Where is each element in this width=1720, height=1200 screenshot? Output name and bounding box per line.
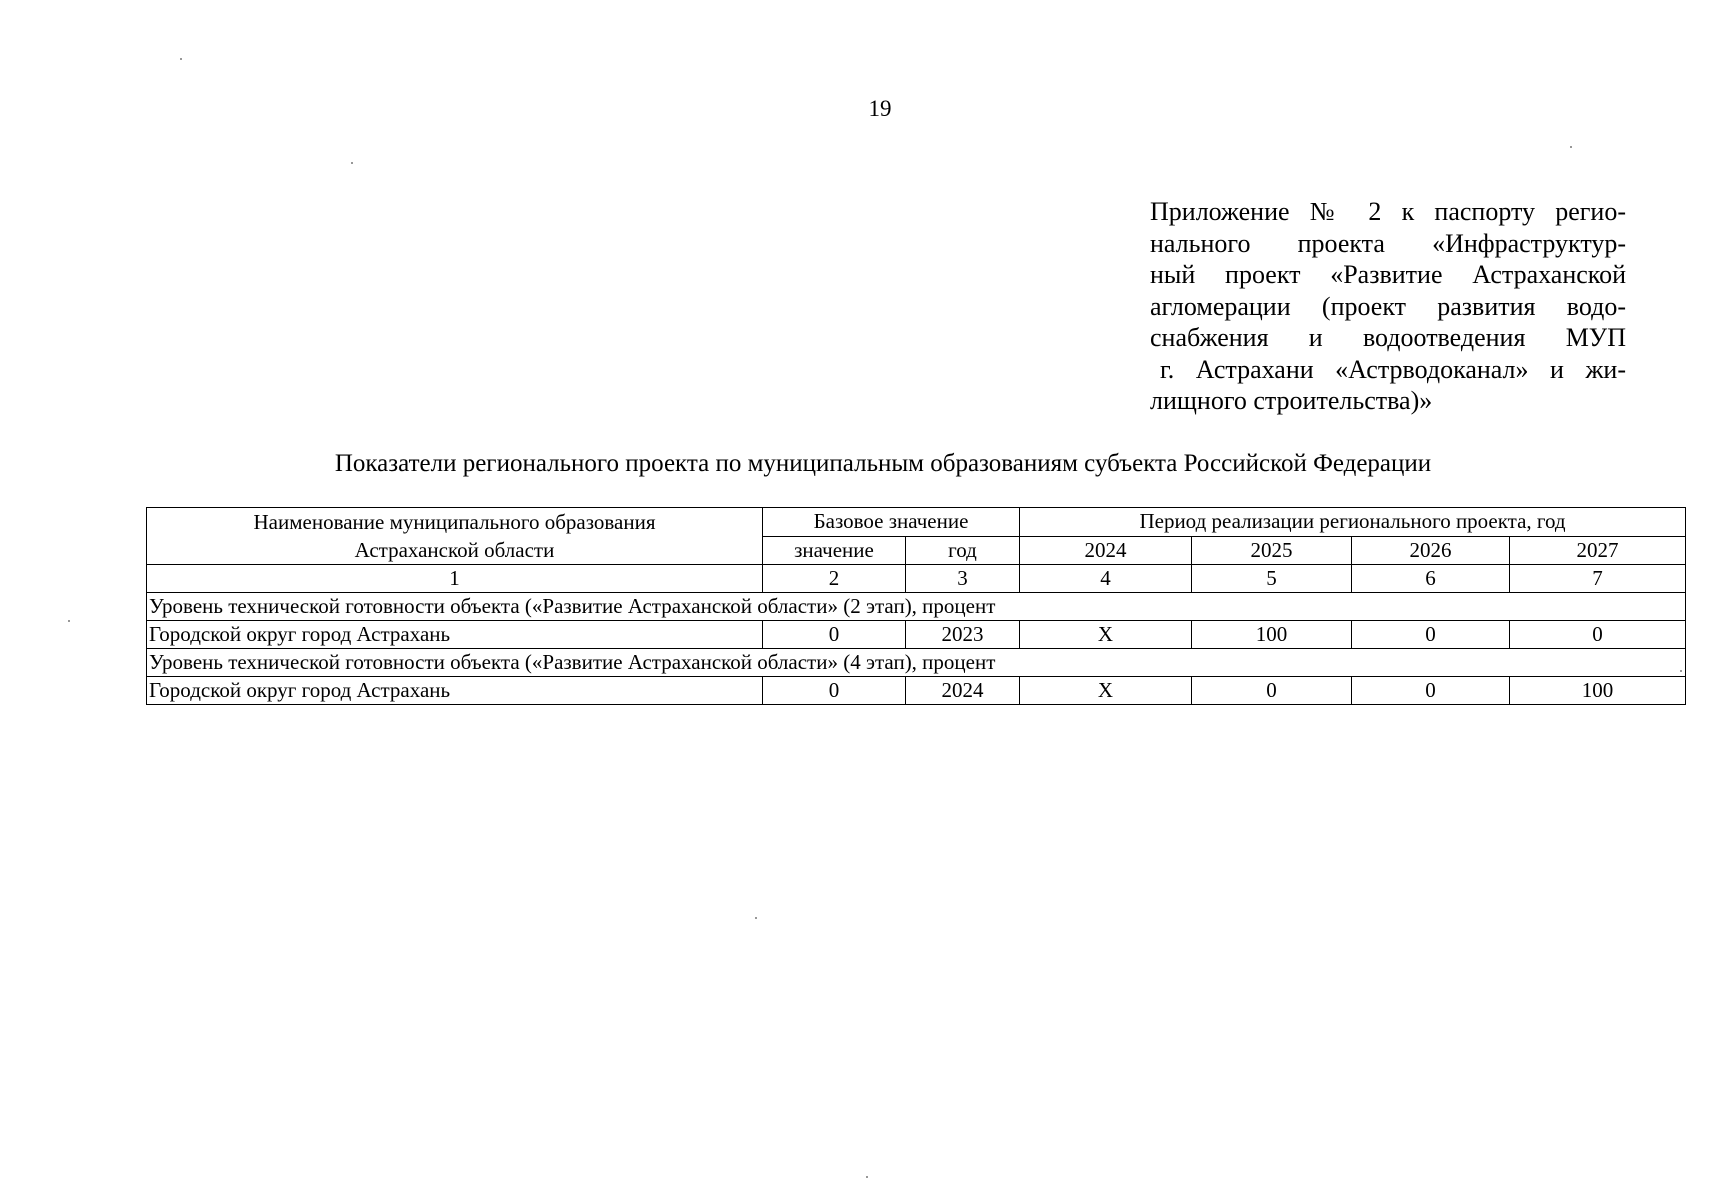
appendix-line: лищного строительства)» — [1150, 386, 1433, 415]
column-number: 4 — [1020, 565, 1192, 593]
header-municipality-name-line2: Астраханской области — [354, 538, 555, 562]
value-2027: 100 — [1510, 677, 1686, 705]
header-year: 2026 — [1352, 536, 1510, 565]
column-number: 3 — [906, 565, 1020, 593]
header-year: 2024 — [1020, 536, 1192, 565]
column-numbers-row — [147, 565, 1686, 593]
appendix-line: г. Астрахани «Астрводоканал» и жи- — [1160, 354, 1626, 384]
section-row — [147, 649, 1686, 677]
header-base-year-sub: год — [906, 536, 1020, 565]
header-year: 2027 — [1510, 536, 1686, 565]
column-number: 2 — [763, 565, 906, 593]
value-2025: 100 — [1192, 621, 1352, 649]
document-title: Показатели регионального проекта по муниципальным образованиям субъекта Российской Федерации — [334, 450, 1432, 477]
appendix-note — [1150, 196, 1626, 417]
scan-speck — [755, 917, 757, 919]
header-year: 2025 — [1192, 536, 1352, 565]
section-title: Уровень технической готовности объекта («Развитие Астраханской области» (2 этап), процент — [147, 593, 1686, 621]
table-row — [147, 677, 1686, 705]
appendix-line: нального проекта «Инфраструктур- — [1150, 228, 1626, 258]
appendix-line: ный проект «Развитие Астраханской — [1150, 260, 1626, 289]
base-year: 2023 — [906, 621, 1020, 649]
scan-speck — [68, 620, 70, 622]
scan-speck — [866, 1176, 868, 1178]
table-row — [147, 621, 1686, 649]
indicators-table — [146, 507, 1686, 705]
header-base-value-sub: значение — [763, 536, 906, 565]
appendix-line: снабжения и водоотведения МУП — [1150, 323, 1626, 352]
scan-speck — [351, 162, 353, 164]
municipality-name: Городской округ город Астрахань — [147, 621, 763, 649]
column-number: 1 — [147, 565, 763, 593]
scan-speck — [1570, 146, 1572, 148]
value-2026: 0 — [1352, 677, 1510, 705]
value-2027: 0 — [1510, 621, 1686, 649]
value-2024: X — [1020, 677, 1192, 705]
header-base-value: Базовое значение — [763, 508, 1020, 537]
base-value: 0 — [763, 621, 906, 649]
column-number: 5 — [1192, 565, 1352, 593]
base-value: 0 — [763, 677, 906, 705]
header-period: Период реализации регионального проекта, год — [1020, 508, 1686, 537]
header-municipality-name — [147, 508, 763, 565]
scan-speck — [1680, 670, 1682, 672]
municipality-name: Городской округ город Астрахань — [147, 677, 763, 705]
table-header-row — [147, 508, 1686, 537]
value-2024: X — [1020, 621, 1192, 649]
header-municipality-name-line1: Наименование муниципального образования — [253, 510, 656, 534]
column-number: 6 — [1352, 565, 1510, 593]
page-number: 19 — [868, 96, 892, 121]
appendix-line: Приложение № 2 к паспорту регио- — [1150, 197, 1626, 226]
base-year: 2024 — [906, 677, 1020, 705]
value-2026: 0 — [1352, 621, 1510, 649]
column-number: 7 — [1510, 565, 1686, 593]
scan-speck — [180, 58, 182, 60]
section-title: Уровень технической готовности объекта («Развитие Астраханской области» (4 этап), процент — [147, 649, 1686, 677]
section-row — [147, 593, 1686, 621]
value-2025: 0 — [1192, 677, 1352, 705]
appendix-line: агломерации (проект развития водо- — [1150, 291, 1626, 321]
